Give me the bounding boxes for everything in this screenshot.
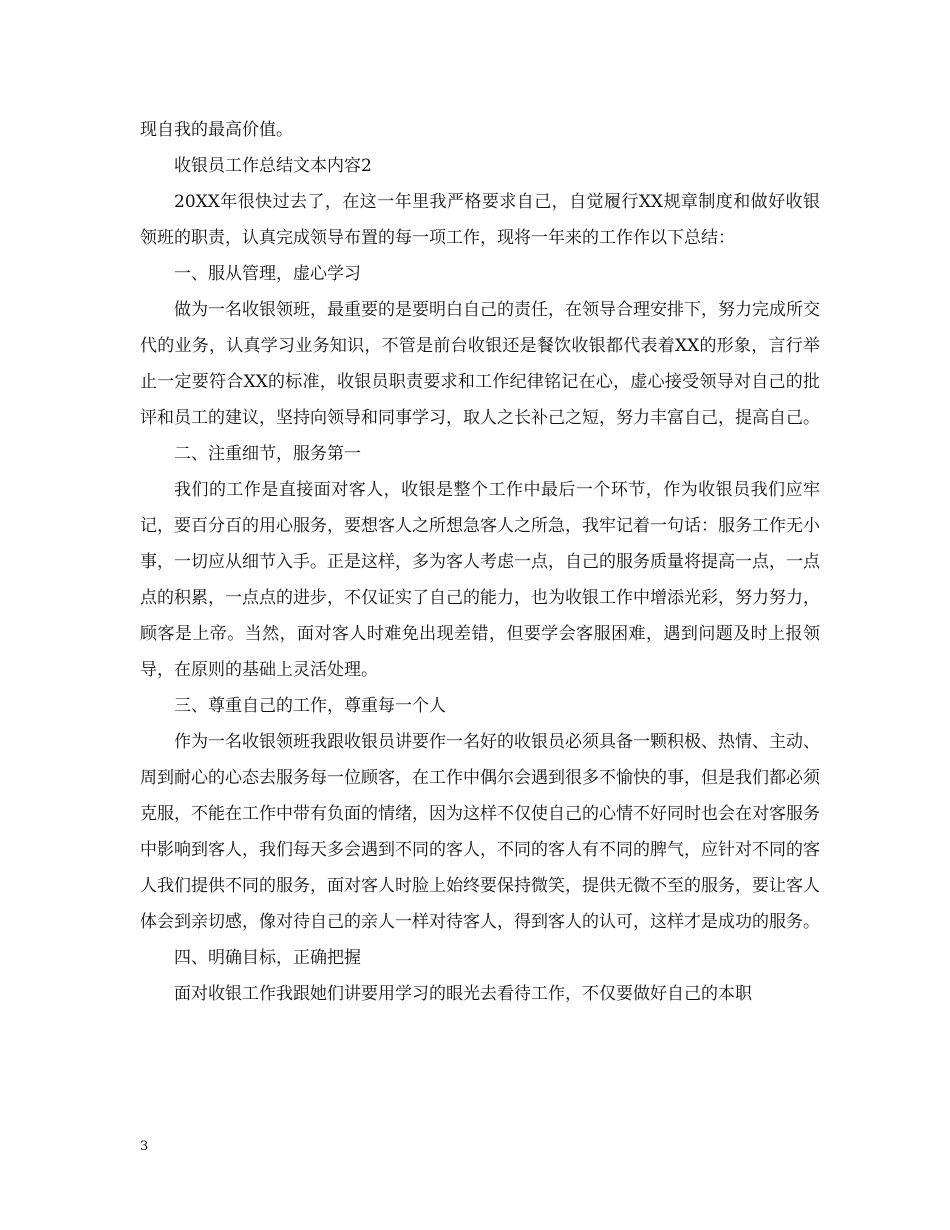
paragraph-two: 我们的工作是直接面对客人，收银是整个工作中最后一个环节，作为收银员我们应牢记，要百分百的用心服务，要想客人之所想急客人之所急，我牢记着一句话：服务工作无小事，一切应从细节入手。正是这样，多为客人考虑一点，自己的服务质量将提高一点，一点点的积累，一点点的进步，不仅证实了自己的能力，也为收银工作中增添光彩，努力努力，顾客是上帝。当然，面对客人时难免出现差错，但要学会客服困难，遇到问题及时上报领导，在原则的基础上灵活处理。 <box>140 480 820 680</box>
page-number: 3 <box>140 1139 149 1154</box>
heading-one: 一、服从管理，虚心学习 <box>174 264 361 284</box>
heading-four: 四、明确目标，正确把握 <box>174 948 361 968</box>
paragraph-four: 面对收银工作我跟她们讲要用学习的眼光去看待工作，不仅要做好自己的本职 <box>174 984 752 1004</box>
paragraph-1: 现自我的最高价值。 <box>140 120 293 140</box>
paragraph-one: 做为一名收银领班，最重要的是要明白自己的责任，在领导合理安排下，努力完成所交代的业务，认真学习业务知识，不管是前台收银还是餐饮收银都代表着XX的形象，言行举止一定要符合XX的标准，收银员职责要求和工作纪律铭记在心，虚心接受领导对自己的批评和员工的建议，坚持向领导和同事学习，取人之长补己之短，努力丰富自己，提高自己。 <box>140 300 820 428</box>
body-text <box>140 112 820 1012</box>
paragraph-three: 作为一名收银领班我跟收银员讲要作一名好的收银员必须具备一颗积极、热情、主动、周到耐心的心态去服务每一位顾客，在工作中偶尔会遇到很多不愉快的事，但是我们都必须克服，不能在工作中带有负面的情绪，因为这样不仅使自己的心情不好同时也会在对客服务中影响到客人，我们每天多会遇到不同的客人，不同的客人有不同的脾气，应针对不同的客人我们提供不同的服务，面对客人时脸上始终要保持微笑，提供无微不至的服务，要让客人体会到亲切感，像对待自己的亲人一样对待客人，得到客人的认可，这样才是成功的服务。 <box>140 732 820 932</box>
section-title-2: 收银员工作总结文本内容2 <box>174 156 372 176</box>
heading-three: 三、尊重自己的工作，尊重每一个人 <box>174 696 446 716</box>
paragraph-intro: 20XX年很快过去了，在这一年里我严格要求自己，自觉履行XX规章制度和做好收银领班的职责，认真完成领导布置的每一项工作，现将一年来的工作作以下总结： <box>140 192 820 248</box>
heading-two: 二、注重细节，服务第一 <box>174 444 361 464</box>
